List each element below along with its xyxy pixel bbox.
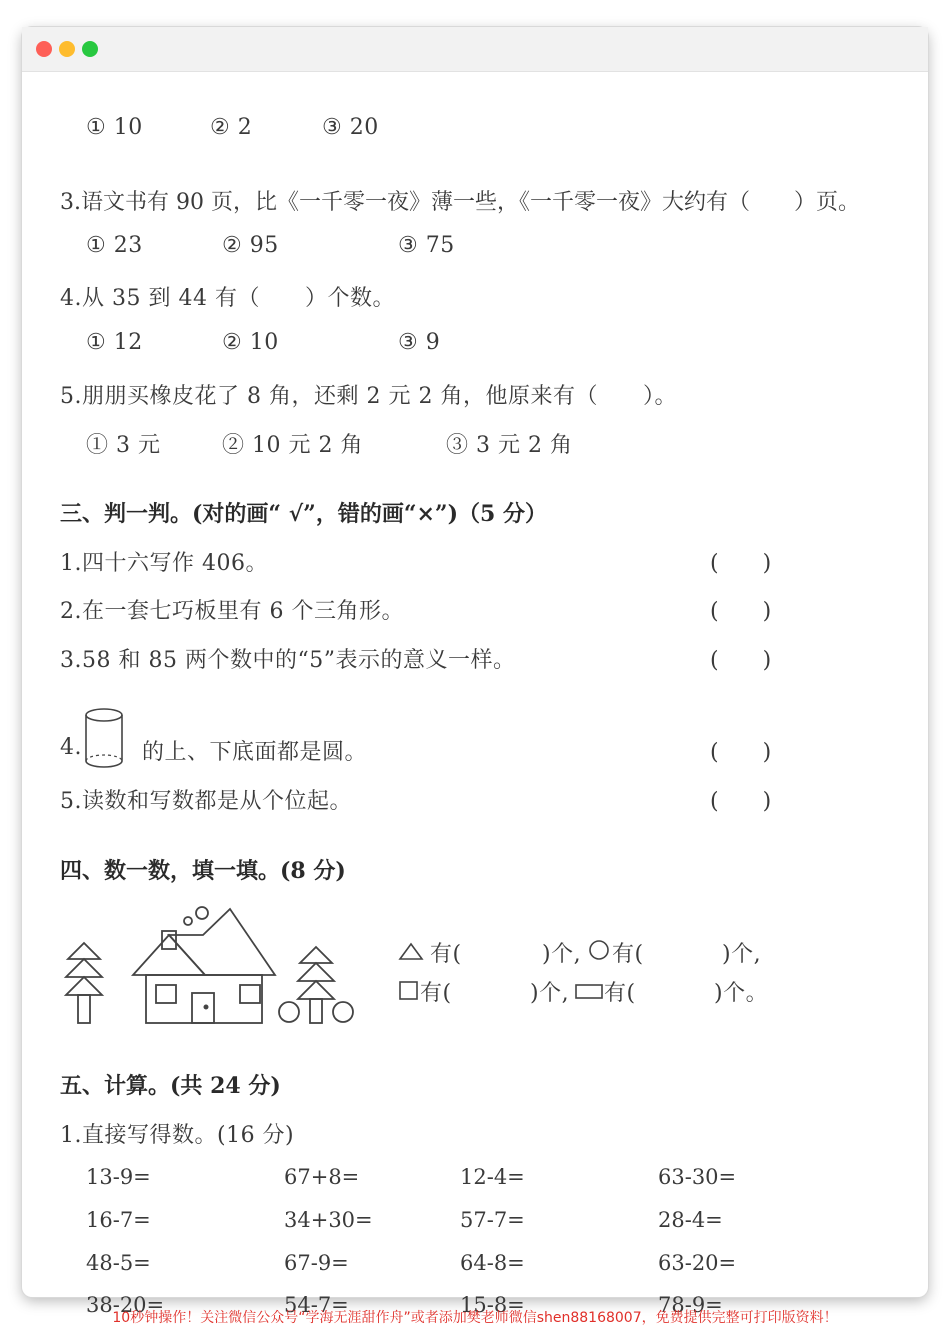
count-square-unit: )个, (530, 981, 570, 1006)
q4-option-1: ① 12 (86, 330, 143, 355)
judge-answer-3: ( ) (710, 648, 772, 673)
section5-title: 五、计算。(共 24 分) (60, 1073, 281, 1099)
triangle-icon (398, 941, 424, 961)
count-triangle-unit: )个, (542, 942, 582, 967)
worksheet-page (22, 71, 928, 1317)
count-square-label: 有( (420, 981, 452, 1006)
maximize-window-button[interactable] (82, 41, 98, 57)
q4-stem: 4.从 35 到 44 有（ ）个数。 (60, 286, 395, 311)
calc-item: 78-9= (658, 1293, 723, 1317)
count-circle-label: 有( (612, 942, 644, 967)
close-window-button[interactable] (36, 41, 52, 57)
q3-option-1: ① 23 (86, 233, 143, 258)
circle-icon (588, 939, 610, 961)
q5-option-2: ② 10 元 2 角 (222, 433, 363, 458)
q2-option-1: ① 10 (86, 115, 143, 140)
count-rectangle-label: 有( (604, 981, 636, 1006)
calc-item: 16-7= (86, 1208, 151, 1232)
judge-item-3: 3.58 和 85 两个数中的“5”表示的意义一样。 (60, 648, 516, 673)
count-circle-unit: )个, (722, 942, 762, 967)
calc-item: 67-9= (284, 1251, 349, 1275)
minimize-window-button[interactable] (59, 41, 75, 57)
section3-title: 三、判一判。(对的画“ √”，错的画“×”)（5 分） (60, 501, 547, 527)
judge-answer-1: ( ) (710, 551, 772, 576)
judge-item-1: 1.四十六写作 406。 (60, 551, 268, 576)
calc-item: 54-7= (284, 1293, 349, 1317)
q5-stem: 5.朋朋买橡皮花了 8 角，还剩 2 元 2 角，他原来有（ ）。 (60, 384, 677, 409)
q2-option-3: ③ 20 (322, 115, 379, 140)
rectangle-icon (574, 981, 604, 1001)
q4-option-2: ② 10 (222, 330, 279, 355)
q2-option-2: ② 2 (210, 115, 253, 140)
judge-item-5: 5.读数和写数都是从个位起。 (60, 789, 352, 814)
judge-answer-4: ( ) (710, 740, 772, 765)
judge-item-4: 的上、下底面都是圆。 (142, 740, 368, 765)
calc-item: 67+8= (284, 1165, 360, 1189)
q5-option-1: ① 3 元 (86, 433, 161, 458)
count-rectangle-unit: )个。 (714, 981, 769, 1006)
calc-item: 57-7= (460, 1208, 525, 1232)
calc-item: 48-5= (86, 1251, 151, 1275)
calc-item: 28-4= (658, 1208, 723, 1232)
count-triangle-label: 有( (430, 942, 462, 967)
calc-item: 12-4= (460, 1165, 525, 1189)
calc-item: 34+30= (284, 1208, 373, 1232)
judge-item-2: 2.在一套七巧板里有 6 个三角形。 (60, 599, 404, 624)
document-window (22, 27, 928, 1317)
calc-item: 13-9= (86, 1165, 151, 1189)
calc-item: 15-8= (460, 1293, 525, 1317)
judge-item-4-number: 4. (60, 735, 82, 760)
calc-item: 63-20= (658, 1251, 737, 1275)
calc-item: 63-30= (658, 1165, 737, 1189)
q4-option-3: ③ 9 (398, 330, 441, 355)
shapes-picture (60, 901, 360, 1031)
calc-item: 38-20= (86, 1293, 165, 1317)
q5-option-3: ③ 3 元 2 角 (446, 433, 573, 458)
square-icon (398, 979, 420, 1001)
section5-sub1: 1.直接写得数。(16 分) (60, 1123, 295, 1148)
q3-option-3: ③ 75 (398, 233, 455, 258)
judge-answer-5: ( ) (710, 789, 772, 814)
calc-item: 64-8= (460, 1251, 525, 1275)
cylinder-icon (80, 705, 128, 771)
section4-title: 四、数一数，填一填。(8 分) (60, 858, 346, 884)
q3-stem: 3.语文书有 90 页，比《一千零一夜》薄一些，《一千零一夜》大约有（ ）页。 (60, 190, 860, 215)
judge-answer-2: ( ) (710, 599, 772, 624)
q3-option-2: ② 95 (222, 233, 279, 258)
window-titlebar (22, 27, 928, 72)
promo-footer: 10秒钟操作！关注微信公众号“学海无涯甜作舟”或者添加樊老师微信shen88168007，免费提供完整可打印版资料！ (112, 1310, 838, 1326)
